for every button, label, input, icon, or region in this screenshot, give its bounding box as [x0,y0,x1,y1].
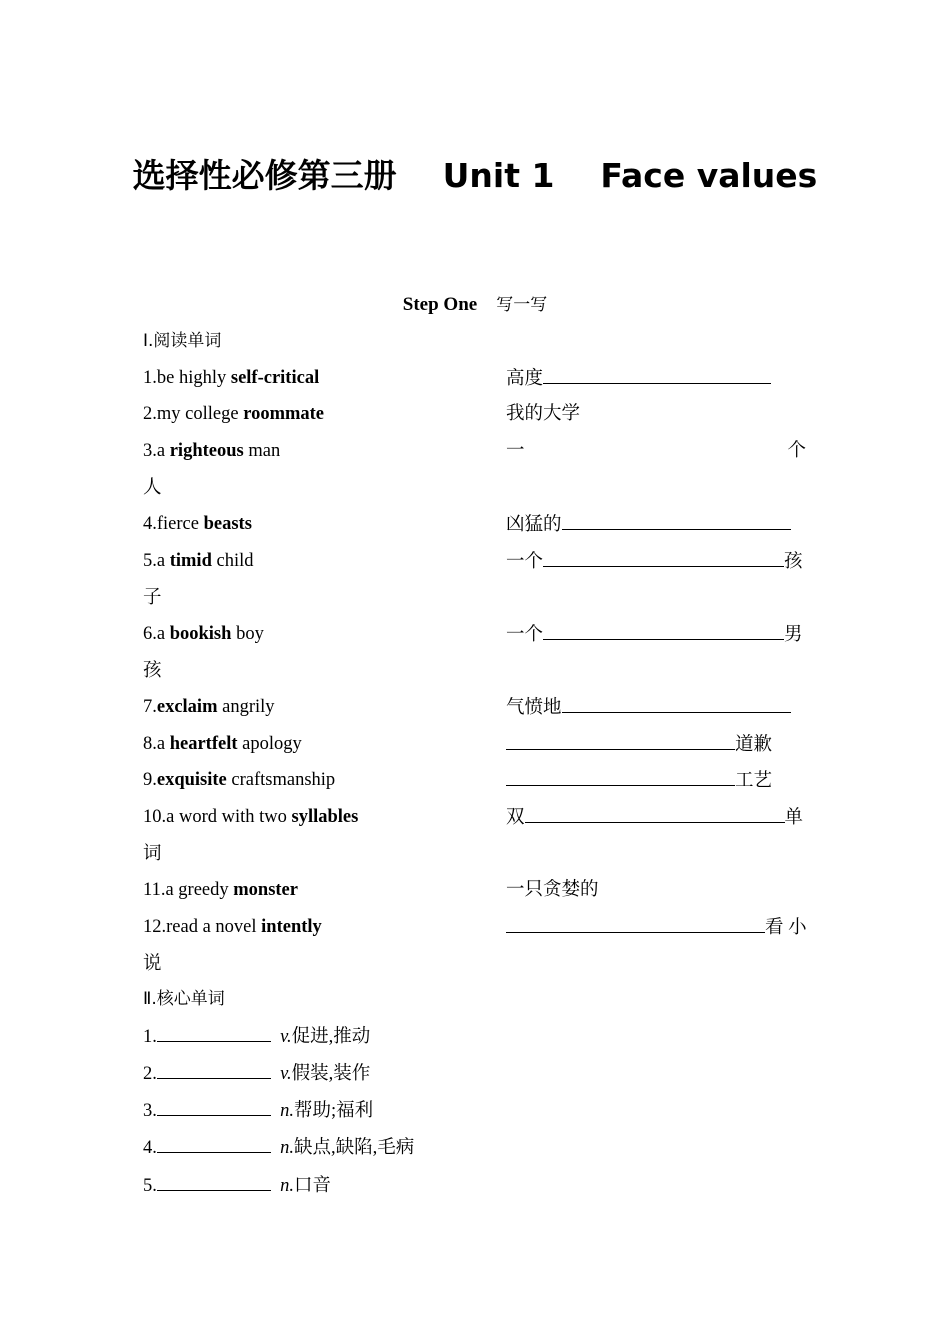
answer-blank[interactable] [543,546,784,567]
answer-blank[interactable] [157,1058,271,1079]
answer-blank[interactable] [157,1170,271,1191]
answer-blank[interactable] [157,1095,271,1116]
vocab-item-3-cn: 一 个 [506,441,806,461]
vocab-item-12-cn-wrap: 说 [143,954,162,974]
vocab-item-7-cn: 气愤地 [506,692,806,723]
answer-blank[interactable] [506,912,765,933]
vocab-item-6-en: 6.a bookish boy [143,624,264,644]
answer-blank[interactable] [562,692,791,713]
core-item-5: 5. n.口音 [143,1170,331,1201]
vocab-item-10-en: 10.a word with two syllables [143,807,359,827]
vocab-item-3-cn-wrap: 人 [143,478,162,498]
vocab-item-1-en: 1.be highly self-critical [143,368,320,388]
step-heading [0,290,950,320]
vocab-item-6-cn: 一个 男 [506,619,806,650]
vocab-item-1-cn: 高度 [506,363,806,394]
vocab-item-7-en: 7.exclaim angrily [143,697,275,717]
section1-heading: Ⅰ.阅读单词 [143,331,222,351]
vocab-item-2-cn: 我的大学 [506,404,581,424]
answer-blank[interactable] [506,729,735,750]
vocab-item-2-en: 2.my college roommate [143,404,325,424]
vocab-item-5-cn: 一个 孩 [506,546,806,577]
answer-blank[interactable] [157,1021,271,1042]
answer-blank[interactable] [157,1132,271,1153]
step-en: Step One [402,294,478,315]
vocab-item-10-cn: 双 单 [506,802,806,833]
vocab-item-12-cn: 看 小 [506,912,806,943]
answer-blank[interactable] [543,619,784,640]
vocab-item-4-en: 4.fierce beasts [143,514,252,534]
vocab-item-6-cn-wrap: 孩 [143,661,162,681]
page-title: 选择性必修第三册 Unit 1 Face values [132,156,818,195]
vocab-item-9-cn: 工艺 [506,765,806,796]
core-item-1: 1. v.促进,推动 [143,1021,370,1052]
vocab-item-4-cn: 凶猛的 [506,509,806,540]
answer-blank[interactable] [506,765,735,786]
core-item-3: 3. n.帮助;福利 [143,1095,373,1126]
answer-blank[interactable] [562,509,791,530]
vocab-item-5-en: 5.a timid child [143,551,254,571]
vocab-item-11-en: 11.a greedy monster [143,880,298,900]
answer-blank[interactable] [525,802,785,823]
core-item-4: 4. n.缺点,缺陷,毛病 [143,1132,414,1163]
vocab-item-9-en: 9.exquisite craftsmanship [143,770,336,790]
vocab-item-11-cn: 一只贪婪的 [506,880,599,900]
core-item-2: 2. v.假装,装作 [143,1058,370,1089]
vocab-item-10-cn-wrap: 词 [143,844,162,864]
section2-heading: Ⅱ.核心单词 [143,989,225,1009]
vocab-item-12-en: 12.read a novel intently [143,917,322,937]
step-cn: 写一写 [496,295,548,315]
vocab-item-5-cn-wrap: 子 [143,588,162,608]
vocab-item-3-en: 3.a righteous man [143,441,281,461]
vocab-item-8-cn: 道歉 [506,729,806,760]
answer-blank[interactable] [543,363,771,384]
vocab-item-8-en: 8.a heartfelt apology [143,734,302,754]
